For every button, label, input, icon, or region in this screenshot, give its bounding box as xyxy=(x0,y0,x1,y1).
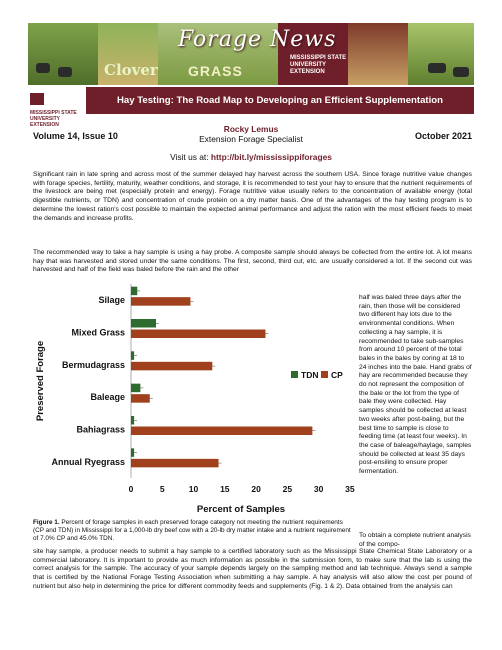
x-tick-label: 30 xyxy=(313,484,324,494)
y-axis-label: Preserved Forage xyxy=(35,340,46,422)
header-banner xyxy=(28,23,474,85)
newsletter-title: Forage News xyxy=(178,27,337,52)
cow-icon xyxy=(453,67,469,77)
legend-swatch-tdn xyxy=(291,371,298,378)
banner-msu-line3: EXTENSION xyxy=(290,69,325,75)
x-tick-label: 25 xyxy=(282,484,293,494)
banner-msu-line2: UNIVERSITY xyxy=(290,62,327,68)
x-tick-label: 10 xyxy=(188,484,199,494)
author-title: Extension Forage Specialist xyxy=(199,134,303,144)
figure-1-chart xyxy=(33,280,355,517)
website-link[interactable]: http://bit.ly/mississippiforages xyxy=(210,152,332,162)
figure-1-caption xyxy=(33,519,353,544)
bar-tdn xyxy=(131,448,134,457)
legend-label-cp: CP xyxy=(331,370,343,380)
author-name: Rocky Lemus xyxy=(223,124,279,134)
bar-chart-svg xyxy=(33,280,355,517)
category-label: Mixed Grass xyxy=(71,327,125,338)
volume-issue: Volume 14, Issue 10 xyxy=(33,131,118,141)
bar-cp xyxy=(131,427,312,436)
msu-extension-logo xyxy=(30,92,82,128)
x-tick-label: 35 xyxy=(345,484,355,494)
bar-cp xyxy=(131,459,219,468)
bar-cp xyxy=(131,362,212,371)
caption-text: Percent of forage samples in each preserved forage category not meeting the nutrient requirements (CP and TDN) in Mississippi for a 1,000-lb dry beef cow with a 20-lb dry matter intake and a nutrient requirement of 7.0% CP and 45.0% TDN. xyxy=(33,519,351,543)
msu-logo-icon xyxy=(30,93,44,105)
x-tick-label: 20 xyxy=(251,484,261,494)
bar-cp xyxy=(131,394,150,403)
legend-label-tdn: TDN xyxy=(301,370,319,380)
bar-tdn xyxy=(131,416,134,425)
bar-cp xyxy=(131,330,265,339)
logo-line2: UNIVERSITY xyxy=(30,116,61,122)
banner-msu-line1: MISSISSIPPI STATE xyxy=(290,55,347,61)
goat-icon xyxy=(58,67,72,77)
paragraph-sampling: The recommended way to take a hay sample is using a hay probe. A composite sample should always be collected from the entire lot. A lot means hay that was harvested and stored under the same conditions. The first, second, third cut, etc. are usually considered a lot. If the second cut was harvested and half of the field was baled before the rain and the other xyxy=(33,249,472,274)
x-tick-label: 0 xyxy=(128,484,134,494)
banner-msu-logo xyxy=(290,55,346,76)
category-label: Bermudagrass xyxy=(61,359,125,370)
x-tick-label: 5 xyxy=(159,484,165,494)
logo-line3: EXTENSION xyxy=(30,122,59,128)
bar-cp xyxy=(131,297,190,306)
paragraph-lab: site hay sample, a producer needs to submit a hay sample to a certified laboratory such as the Mississippi State Chemical State Laboratory or a commercial laboratory. It is important to provide as much information as possible in the submission form, to make sure that the lab is using the correct analysis for the sample. The accuracy of your sample depends largely on the sampling method and lab technique. Always send a sample that is certified by the National Forage Testing Association when submitting a hay sample. A hay analysis will also allow the cost per pound of nutrient but also help in determining the price for different commodity feeds and supplements (Fig. 1 & 2). Data obtained from the analysis can xyxy=(33,548,472,590)
bar-tdn xyxy=(131,384,140,393)
paragraph-intro: Significant rain in late spring and across most of the summer delayed hay harvest across the southern USA. Since forage nutritive value changes with forage species, fertility, maturity, weather conditions, and storage, it is recommended to test your hay to ensure that the nutrient requirements of the livestock are being met (especially protein and energy). Forage nutritive value usually refers to the concentration of available energy (total digestible nutrients, or TDN) and concentration of crude protein on a dry matter basis. One of the advantages of the hay testing program is to determine the lowest ration's cost possible to maintain the expected animal performance and adjust the ration with the most efficient feeds to meet the demands and increase profits. xyxy=(33,171,472,222)
issue-date: October 2021 xyxy=(414,131,472,141)
paragraph-sampling-continued: half was baled three days after the rain, then those will be considered two different hay lots due to the environmental conditions. When collecting a hay sample, it is recommended to take sub-samples from around 10 percent of the total bales in the bales by coring at 18 to 24 inches into the bale. Hand grabs of hay are recommended because they do not represent the composition of the bale or the lot from the type of bale they were collected. Hay samples should be collected at least two weeks after post-baling, but the best time to sample is close to feeding time (at least four weeks). In the case of baleage/haylage, samples should be collected at least 35 days post-ensiling to ensure proper fermentation. xyxy=(359,294,472,476)
article-title: Hay Testing: The Road Map to Developing an Efficient Supplementation xyxy=(86,87,474,114)
category-label: Bahiagrass xyxy=(76,424,125,435)
banner-grass-text: GRASS xyxy=(188,63,243,79)
category-label: Silage xyxy=(98,295,125,306)
bar-tdn xyxy=(131,351,134,360)
cow-icon xyxy=(428,63,446,73)
visit-prefix: Visit us at: xyxy=(170,152,209,162)
goat-icon xyxy=(36,63,50,73)
banner-clover-text: Clover xyxy=(104,61,158,79)
bar-tdn xyxy=(131,287,137,296)
caption-label: Figure 1. xyxy=(33,519,60,526)
bar-tdn xyxy=(131,319,156,328)
x-tick-label: 15 xyxy=(220,484,230,494)
banner-photo-hay xyxy=(348,23,408,85)
category-label: Baleage xyxy=(90,392,125,403)
x-axis-label: Percent of Samples xyxy=(196,504,286,515)
visit-line xyxy=(0,152,502,162)
paragraph-lab-start: To obtain a complete nutrient analysis of the compo- xyxy=(359,532,471,548)
legend-swatch-cp xyxy=(321,371,328,378)
category-label: Annual Ryegrass xyxy=(51,456,125,467)
logo-line1: MISSISSIPPI STATE xyxy=(30,110,77,116)
